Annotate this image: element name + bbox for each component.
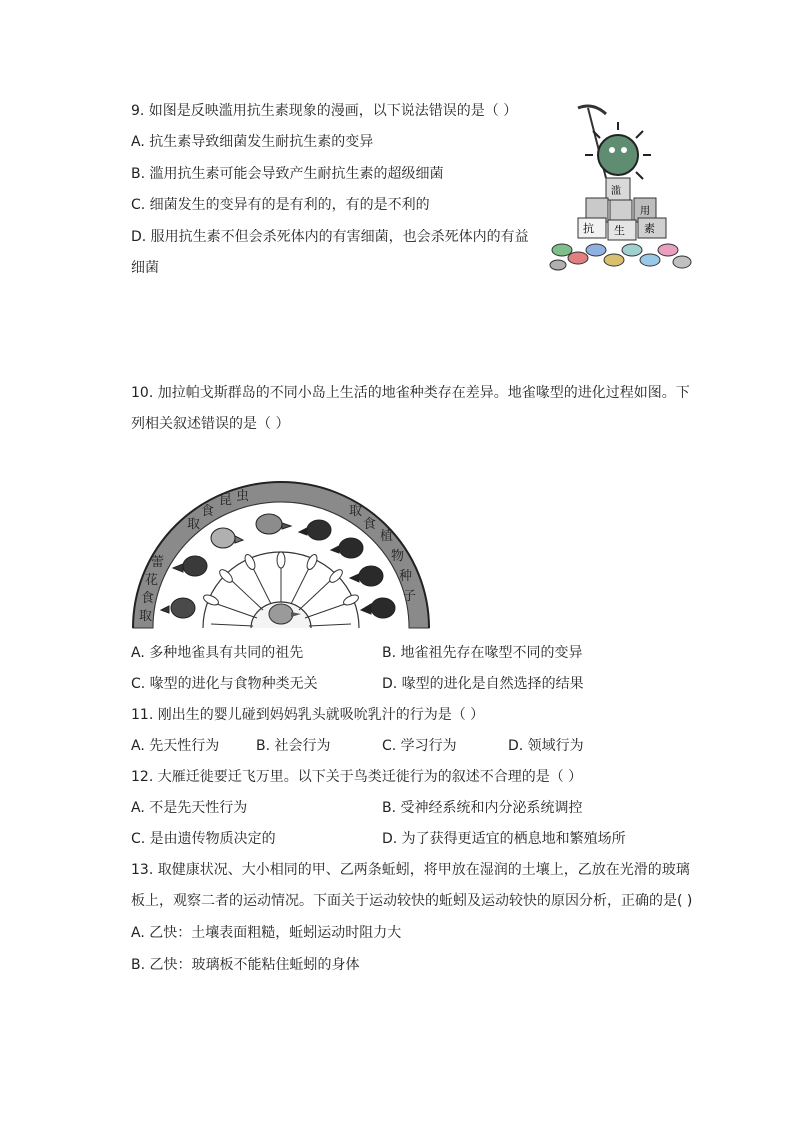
q13-stem-line1: 13. 取健康状况、大小相同的甲、乙两条蚯蚓，将甲放在湿润的土壤上，乙放在光滑的玻璃 xyxy=(131,862,690,878)
label-bud-0: 蕾 xyxy=(151,555,165,570)
q13-stem-line2: 板上，观察二者的运动情况。下面关于运动较快的蚯蚓及运动较快的原因分析，正确的是( ) xyxy=(131,893,693,909)
q12-option-b: B. 受神经系统和内分泌系统调控 xyxy=(382,800,583,816)
label-seed-0: 取 xyxy=(349,504,363,519)
cartoon-label-kang: 抗 xyxy=(583,222,594,235)
antibiotic-cartoon-image xyxy=(548,100,693,272)
label-bud-3: 取 xyxy=(139,609,153,624)
q10-stem-line2: 列相关叙述错误的是（ ） xyxy=(131,416,290,432)
q11-option-a: A. 先天性行为 xyxy=(131,738,220,754)
label-bud-2: 食 xyxy=(141,591,155,606)
cartoon-label-lan: 滥 xyxy=(611,186,621,197)
label-insect-3: 虫 xyxy=(236,489,250,504)
q10-option-b: B. 地雀祖先存在喙型不同的变异 xyxy=(382,645,583,661)
cartoon-label-yong: 用 xyxy=(640,206,650,217)
label-seed-2: 植 xyxy=(380,529,394,544)
label-insect-0: 取 xyxy=(187,517,201,532)
q11-option-c: C. 学习行为 xyxy=(382,738,457,754)
q13-option-b: B. 乙快：玻璃板不能粘住蚯蚓的身体 xyxy=(131,957,360,973)
q10-option-a: A. 多种地雀具有共同的祖先 xyxy=(131,645,304,661)
q9-option-d-cont: 细菌 xyxy=(131,260,159,276)
q11-option-d: D. 领域行为 xyxy=(508,738,584,754)
label-seed-5: 子 xyxy=(403,589,417,604)
cartoon-label-sheng: 生 xyxy=(614,224,625,237)
label-insect-1: 食 xyxy=(201,504,215,519)
q10-option-d: D. 喙型的进化是自然选择的结果 xyxy=(382,676,584,692)
q12-option-a: A. 不是先天性行为 xyxy=(131,800,248,816)
q9-option-d: D. 服用抗生素不但会杀死体内的有害细菌，也会杀死体内的有益 xyxy=(131,229,529,245)
q9-stem: 9. 如图是反映滥用抗生素现象的漫画，以下说法错误的是（ ） xyxy=(131,103,518,119)
q9-option-a: A. 抗生素导致细菌发生耐抗生素的变异 xyxy=(131,134,374,150)
q12-stem: 12. 大雁迁徙要迁飞万里。以下关于鸟类迁徙行为的叙述不合理的是（ ） xyxy=(131,769,583,785)
label-seed-4: 种 xyxy=(399,569,413,584)
q12-option-d: D. 为了获得更适宜的栖息地和繁殖场所 xyxy=(382,831,626,847)
cartoon-label-su: 素 xyxy=(644,222,655,235)
label-seed-3: 物 xyxy=(391,549,405,564)
q12-option-c: C. 是由遗传物质决定的 xyxy=(131,831,276,847)
label-seed-1: 食 xyxy=(363,517,377,532)
q11-stem: 11. 刚出生的婴儿碰到妈妈乳头就吸吮乳汁的行为是（ ） xyxy=(131,707,485,723)
label-bud-1: 花 xyxy=(145,573,159,588)
label-insect-2: 昆 xyxy=(219,493,233,508)
q13-option-a: A. 乙快：土壤表面粗糙，蚯蚓运动时阻力大 xyxy=(131,925,402,941)
q10-option-c: C. 喙型的进化与食物种类无关 xyxy=(131,676,318,692)
q10-stem-line1: 10. 加拉帕戈斯群岛的不同小岛上生活的地雀种类存在差异。地雀喙型的进化过程如图。下 xyxy=(131,385,690,401)
finch-beak-evolution-figure xyxy=(131,480,431,630)
q9-option-c: C. 细菌发生的变异有的是有利的，有的是不利的 xyxy=(131,197,430,213)
q9-option-b: B. 滥用抗生素可能会导致产生耐抗生素的超级细菌 xyxy=(131,166,444,182)
q11-option-b: B. 社会行为 xyxy=(256,738,331,754)
